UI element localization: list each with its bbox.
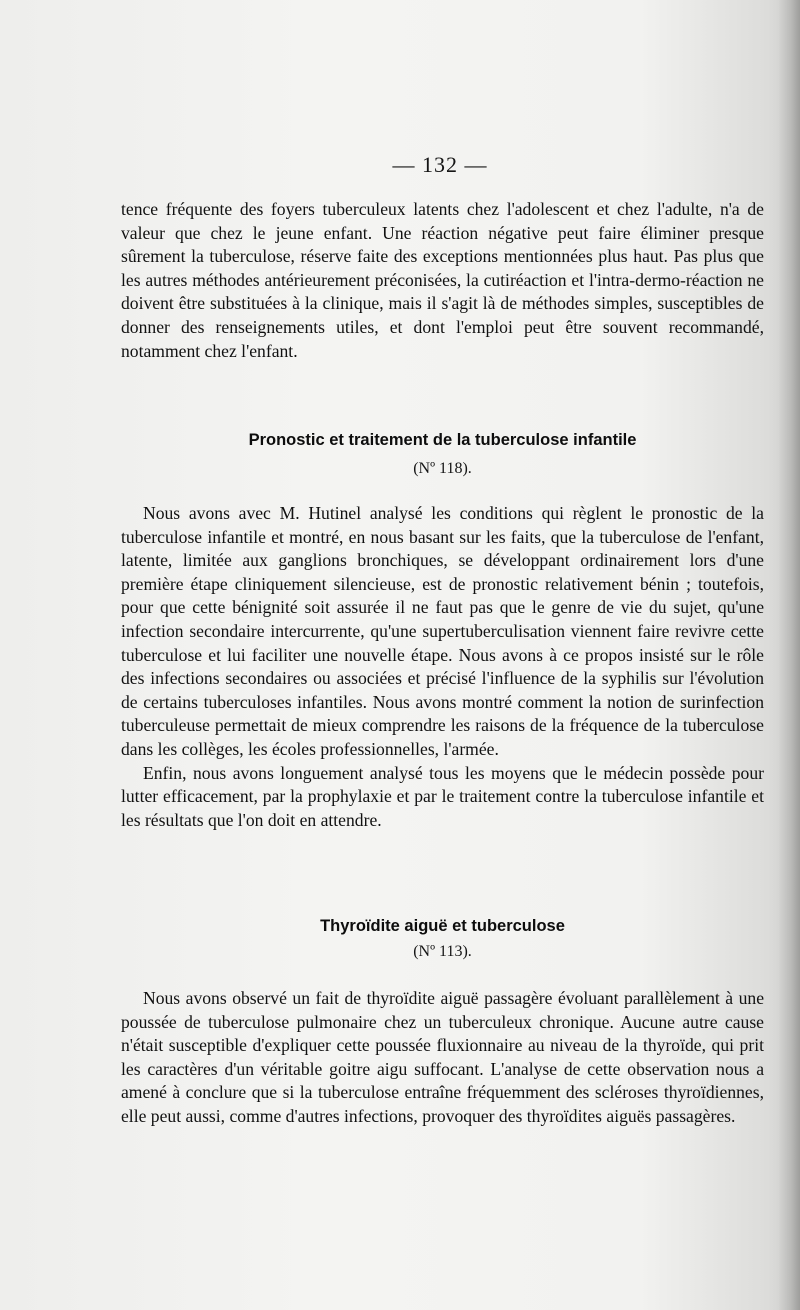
section-2-paragraph-1: Nous avons observé un fait de thyroïdite aiguë passagère évoluant parallèlement à une poussée de tuberculose pulmonaire chez un tuberculeux chronique. Aucune autre cause n'était susceptible d'expliquer cette poussée fluxionnaire au niveau de la thyroïde, qui prit les caractères d'un véritable goitre aigu suffocant. L'analyse de cette observation nous a amené à conclure que si la tuberculose entraîne fréquemment des scléroses thyroïdiennes, elle peut aussi, comme d'autres infections, provoquer des thyroïdites aiguës passagères. [121, 988, 764, 1126]
section-2-ref: (Nº 113). [413, 943, 472, 960]
section-1-body [121, 502, 764, 832]
section-2-title: Thyroïdite aiguë et tuberculose [320, 917, 565, 935]
section-1-title: Pronostic et traitement de la tuberculose infantile [248, 431, 637, 449]
section-1-ref: (Nº 118). [413, 460, 472, 477]
page-number: — 132 — [392, 152, 488, 177]
section-1-paragraph-2: Enfin, nous avons longuement analysé tous les moyens que le médecin possède pour lutter efficacement, par la prophylaxie et par le traitement contre la tuberculose infantile et les résultats que l'on doit en attendre. [121, 762, 764, 830]
section-2-body [121, 987, 764, 1129]
intro-paragraph: tence fréquente des foyers tuberculeux latents chez l'adolescent et chez l'adulte, n'a de valeur que chez le jeune enfant. Une réaction négative peut faire éliminer presque sûrement la tuberculose, réserve faite des exceptions mentionnées plus haut. Pas plus que les autres méthodes antérieurement préconisées, la cutiréaction et l'intra-dermo-réaction ne doivent être substituées à la clinique, mais il s'agit là de méthodes simples, susceptibles de donner des renseignements utiles, et dont l'emploi peut être souvent recommandé, notamment chez l'enfant. [121, 199, 764, 361]
section-1-paragraph-1: Nous avons avec M. Hutinel analysé les conditions qui règlent le pronostic de la tuberculose infantile et montré, en nous basant sur les faits, que la tuberculose de l'enfant, latente, limitée aux ganglions bronchiques, se développant ordinairement lors d'une première étape cliniquement silencieuse, est de pronostic relativement bénin ; toutefois, pour que cette bénignité soit assurée il ne faut pas que le genre de vie du sujet, qu'une infection secondaire intercurrente, qu'une supertuberculisation viennent faire revivre cette tuberculose et lui faciliter une nouvelle étape. Nous avons à ce propos insisté sur le rôle des infections secondaires ou associées et précisé l'influence de la syphilis sur l'évolution de certains tuberculoses infantiles. Nous avons montré comment la notion de surinfection tuberculeuse permettait de mieux comprendre les raisons de la fréquence de la tuberculose dans les collèges, les écoles professionnelles, l'armée. [121, 503, 764, 759]
page-edge-shadow [778, 0, 800, 1310]
intro-block [121, 198, 764, 363]
